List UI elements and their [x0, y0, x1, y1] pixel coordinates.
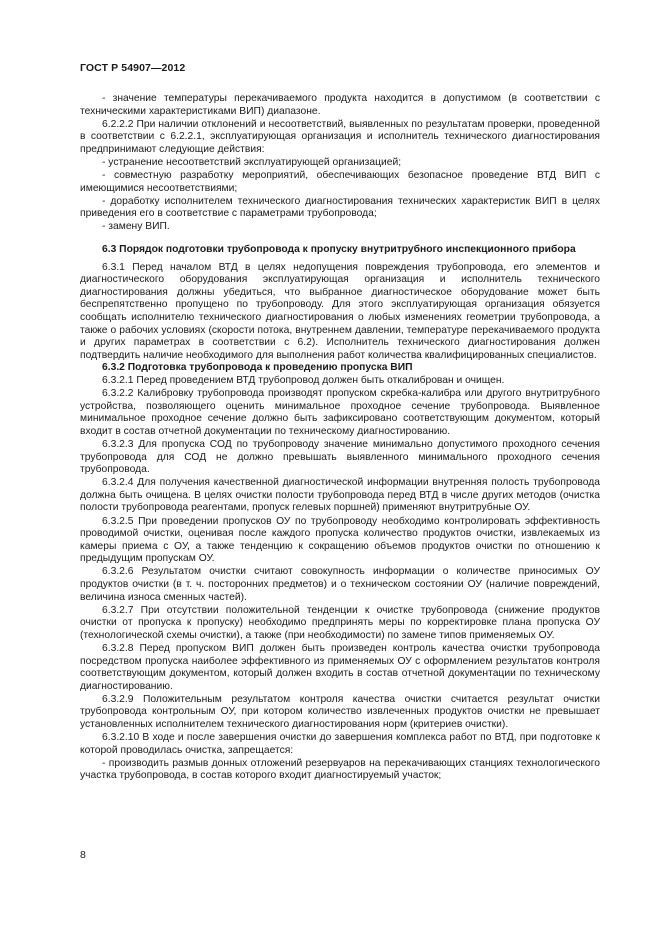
list-item: - доработку исполнителем технического диагностирования технических характеристик ВИП в целях приведения его в соответствие с параметрами трубопровода; — [80, 195, 600, 220]
paragraph: 6.3.2.9 Положительным результатом контроля качества очистки считается результат очистки трубопровода контрольным ОУ, при котором количество извлеченных продуктов очистки не превышает установленных исполнителем технического диагностирования норм (критериев очистки). — [80, 693, 600, 730]
paragraph: 6.3.2.7 При отсутствии положительной тенденции к очистке трубопровода (снижение продуктов очистки от пропуска к пропуску) необходимо предпринять меры по корректировке плана пропуска ОУ (технологической схемы очистки), а также (при необходимости) по замене типов применяемых ОУ. — [80, 604, 600, 641]
subsection-heading: 6.3.2 Подготовка трубопровода к проведению пропуска ВИП — [102, 362, 413, 374]
section-heading: 6.3 Порядок подготовки трубопровода к пропуску внутритрубного инспекционного прибора — [102, 244, 576, 256]
paragraph: 6.3.1 Перед началом ВТД в целях недопущения повреждения трубопровода, его элементов и диагностического оборудования эксплуатирующая организация и исполнитель технического диагностирования должны убедиться, что выбранное диагностическое оборудование может быть беспрепятственно пропущено по трубопроводу. Для этого эксплуатирующая организация обязуется сообщать исполнителю технического диагностирования о любых изменениях геометрии трубопровода, а также о рабочих условиях (скорости потока, внутреннем давлении, температуре перекачиваемого продукта и других параметрах в соответствии с 6.2). Исполнитель технического диагностирования должен подтвердить наличие необходимого для выполнения работ количества квалифицированных специалистов. — [80, 261, 600, 361]
list-item: - замену ВИП. — [102, 221, 170, 233]
paragraph: 6.3.2.3 Для пропуска СОД по трубопроводу значение минимально допустимого проходного сечения трубопровода для СОД не должно превышать выявленного минимального проходного сечения трубопровода. — [80, 438, 600, 476]
list-item: - совместную разработку мероприятий, обеспечивающих безопасное проведение ВТД ВИП с имеющимися несоответствиями; — [80, 170, 600, 194]
paragraph: 6.3.2.4 Для получения качественной диагностической информации внутренняя полость трубопровода должна быть очищена. В целях очистки полости трубопровода перед ВТД в числе других методов (очистка полости трубопровода реагентами, пропуск гелевых поршней) применяют внутритрубные ОУ. — [80, 477, 600, 514]
paragraph: 6.3.2.1 Перед проведением ВТД трубопровод должен быть откалиброван и очищен. — [102, 374, 505, 386]
paragraph: 6.3.2.5 При проведении пропусков ОУ по трубопроводу необходимо контролировать эффективность проводимой очистки, оценивая после каждого пропуска количество продуктов очистки, извлекаемых из камеры приема с ОУ, а также тенденцию к сокращению объемов продуктов очистки по отношению к предыдущим пропускам ОУ. — [80, 515, 600, 565]
paragraph: 6.3.2.2 Калибровку трубопровода производят пропуском скребка-калибра или другого внутритрубного устройства, позволяющего оценить минимальное проходное сечение трубопровода. Выявленное минимальное проходное сечение должно быть зафиксировано соответствующим документом, который входит в состав отчетной документации по техническому диагностированию. — [80, 388, 600, 437]
document-body — [80, 93, 600, 783]
list-item: - устранение несоответствий эксплуатирующей организацией; — [102, 156, 402, 168]
paragraph: - значение температуры перекачиваемого продукта находится в допустимом (в соответствии с техническими характеристиками ВИП) диапазоне. — [80, 93, 600, 117]
list-item: - производить размыв донных отложений резервуаров на перекачивающих станциях технологического участка трубопровода, в состав которого входит диагностируемый участок; — [80, 757, 600, 782]
paragraph: 6.3.2.10 В ходе и после завершения очистки до завершения комплекса работ по ВТД, при подготовке к которой проводилась очистка, запрещается: — [80, 732, 600, 756]
paragraph: 6.3.2.8 Перед пропуском ВИП должен быть произведен контроль качества очистки трубопровода посредством пропуска наиболее эффективного из применяемых ОУ с оформлением результатов контроля соответствующим документом, который должен входить в состав отчетной документации по техническому диагностированию. — [80, 642, 600, 692]
document-header: ГОСТ Р 54907—2012 — [80, 62, 186, 74]
page-number: 8 — [80, 849, 86, 861]
paragraph: 6.2.2.2 При наличии отклонений и несоответствий, выявленных по результатам проверки, проведенной в соответствии с 6.2.2.1, эксплуатирующая организация и исполнитель технического диагностирования предпринимают следующие действия: — [80, 118, 600, 155]
paragraph: 6.3.2.6 Результатом очистки считают совокупность информации о количестве приносимых ОУ продуктов очистки (в т. ч. посторонних предметов) и о техническом состоянии ОУ (наличие повреждений, величина износа сменных частей). — [80, 566, 600, 603]
